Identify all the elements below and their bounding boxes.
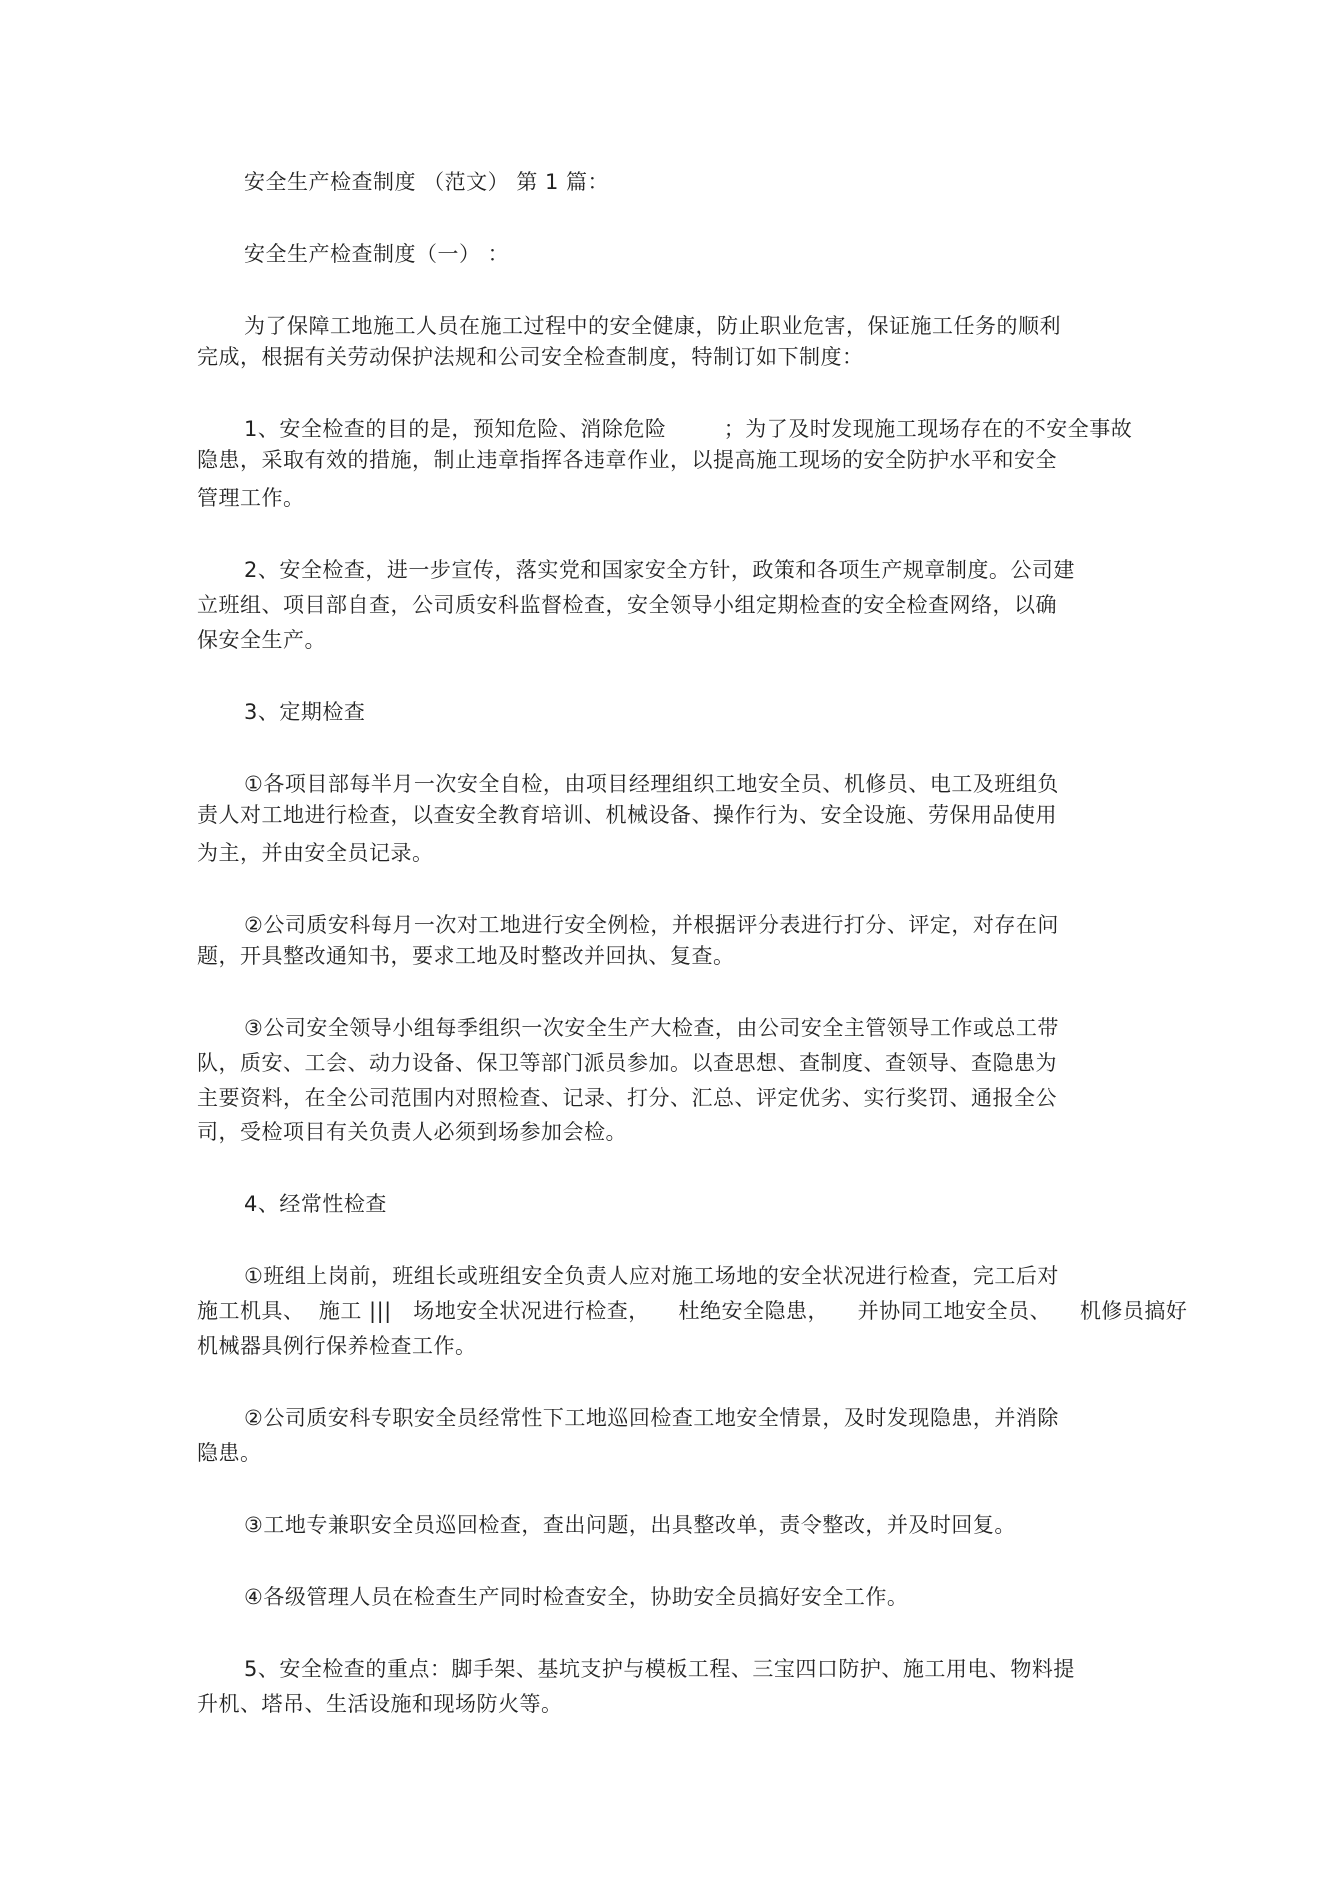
paragraph-line: 题，开具整改通知书，要求工地及时整改并回执、复查。 [197,944,735,968]
paragraph-line: 隐患。 [197,1441,262,1465]
paragraph-line: 1、安全检查的目的是，预知危险、消除危险 ；为了及时发现施工现场存在的不安全事故 [244,417,1133,441]
paragraph-line: ②公司质安科专职安全员经常性下工地巡回检查工地安全情景，及时发现隐患，并消除 [244,1406,1059,1430]
paragraph-line: 升机、塔吊、生活设施和现场防火等。 [197,1692,563,1716]
paragraph-line: 完成，根据有关劳动保护法规和公司安全检查制度，特制订如下制度： [197,345,864,369]
doc-title: 安全生产检查制度 （范文） 第 1 篇： [244,170,610,194]
paragraph-line: 为主，并由安全员记录。 [197,841,434,865]
paragraph-line: 机械器具例行保养检查工作。 [197,1334,477,1358]
paragraph-line: ③工地专兼职安全员巡回检查，查出问题，出具整改单，责令整改，并及时回复。 [244,1513,1016,1537]
paragraph-line: 为了保障工地施工人员在施工过程中的安全健康，防止职业危害，保证施工任务的顺利 [244,314,1061,338]
paragraph-line: ②公司质安科每月一次对工地进行安全例检，并根据评分表进行打分、评定，对存在问 [244,913,1059,937]
paragraph-line: 2、安全检查，进一步宣传，落实党和国家安全方针，政策和各项生产规章制度。公司建 [244,558,1075,582]
paragraph-line: ④各级管理人员在检查生产同时检查安全，协助安全员搞好安全工作。 [244,1585,909,1609]
paragraph-line: 队，质安、工会、动力设备、保卫等部门派员参加。以查思想、查制度、查领导、查隐患为 [197,1051,1057,1075]
paragraph-line: 立班组、项目部自查，公司质安科监督检查，安全领导小组定期检查的安全检查网络，以确 [197,593,1057,617]
paragraph-line: ③公司安全领导小组每季组织一次安全生产大检查，由公司安全主管领导工作或总工带 [244,1016,1059,1040]
paragraph-line: 保安全生产。 [197,628,326,652]
paragraph-line: ①各项目部每半月一次安全自检，由项目经理组织工地安全员、机修员、电工及班组负 [244,772,1059,796]
paragraph-line: 5、安全检查的重点：脚手架、基坑支护与模板工程、三宝四口防护、施工用电、物料提 [244,1657,1075,1681]
paragraph-line: 责人对工地进行检查，以查安全教育培训、机械设备、操作行为、安全设施、劳保用品使用 [197,803,1057,827]
paragraph-line: ①班组上岗前，班组长或班组安全负责人应对施工场地的安全状况进行检查，完工后对 [244,1264,1059,1288]
paragraph-line: 司，受检项目有关负责人必须到场参加会检。 [197,1120,627,1144]
paragraph-line: 施工机具、 施工 ||| 场地安全状况进行检查， 杜绝安全隐患， 并协同工地安全员、 机修员搞好 [197,1299,1188,1323]
doc-subtitle: 安全生产检查制度（一） ： [244,242,510,266]
paragraph-line: 管理工作。 [197,486,305,510]
paragraph-line: 隐患，采取有效的措施，制止违章指挥各违章作业，以提高施工现场的安全防护水平和安全 [197,448,1057,472]
paragraph-line: 主要资料，在全公司范围内对照检查、记录、打分、汇总、评定优劣、实行奖罚、通报全公 [197,1086,1057,1110]
section-heading: 4、经常性检查 [244,1192,387,1216]
section-heading: 3、定期检查 [244,700,366,724]
